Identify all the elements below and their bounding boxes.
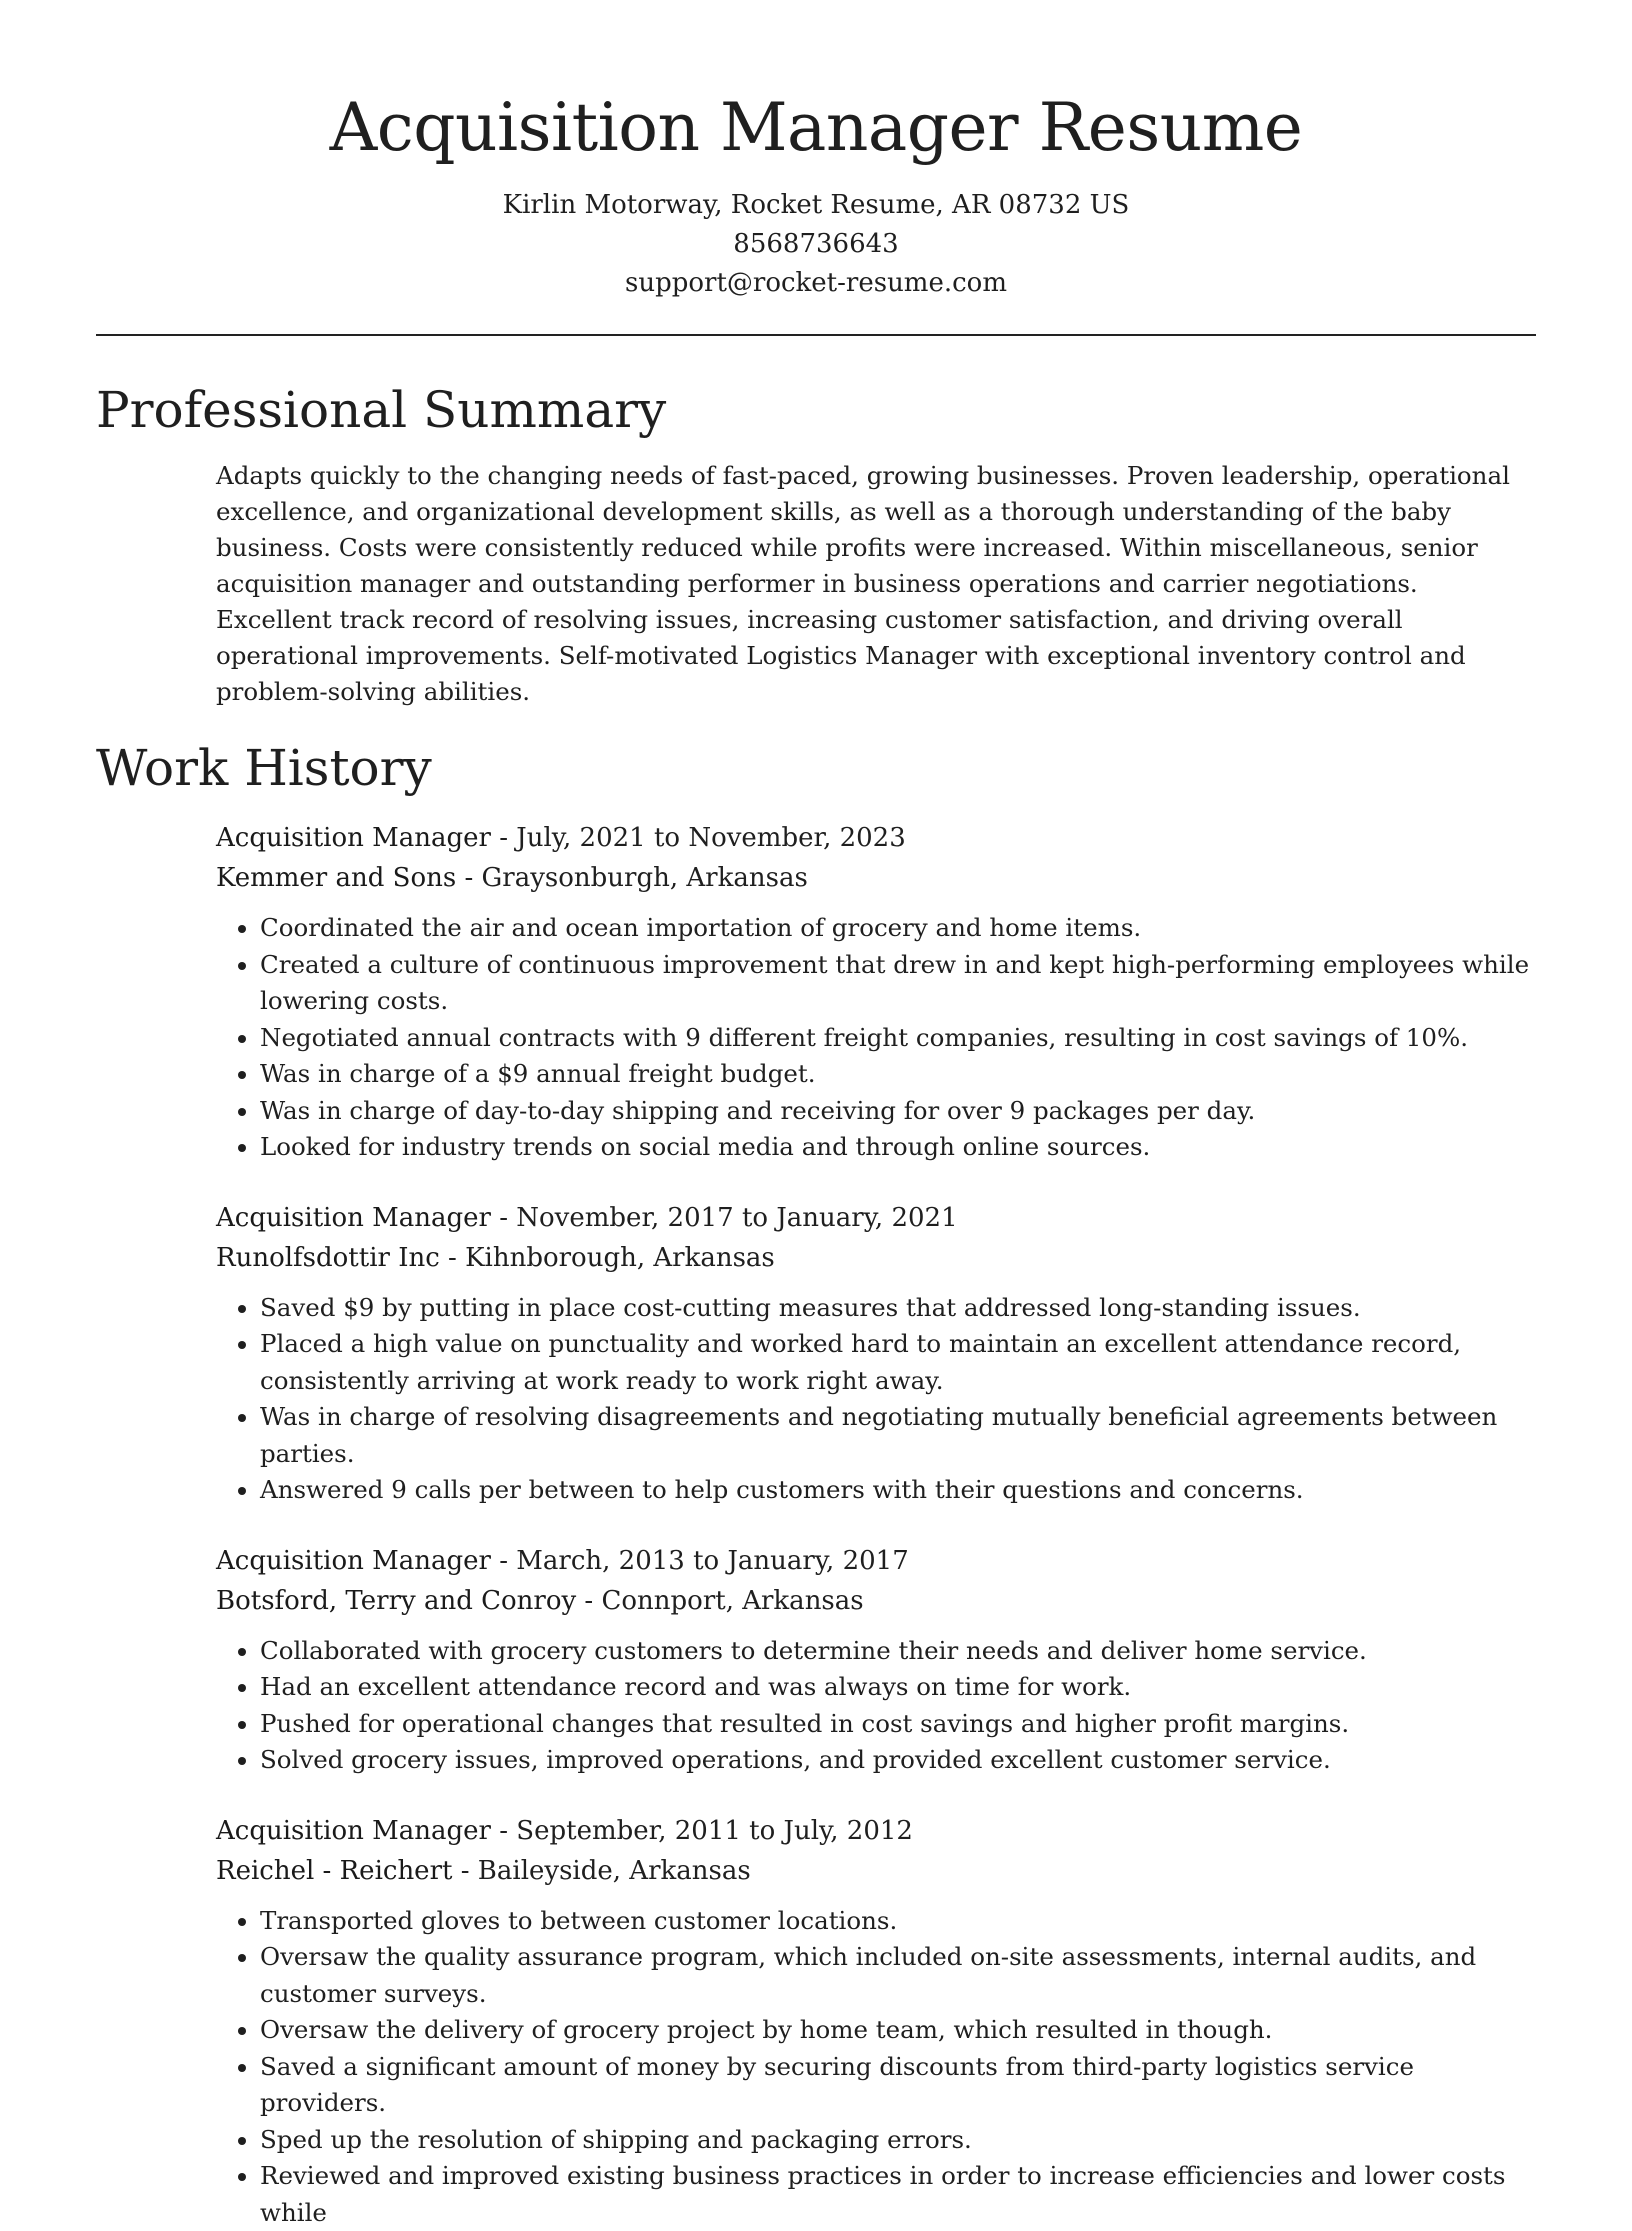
duty-item: • Was in charge of day-to-day shipping and receiving for over 9 packages per day. — [260, 1093, 1536, 1130]
job-location: - Baileyside, Arkansas — [452, 1856, 750, 1886]
duty-item: • Transported gloves to between customer locations. — [260, 1903, 1536, 1940]
work-history-heading: Work History — [96, 732, 1536, 804]
job-dates: - July, 2021 to November, 2023 — [491, 823, 906, 853]
job-company: Botsford, Terry and Conroy — [216, 1586, 576, 1616]
job-title-line — [216, 1811, 1536, 1851]
job-title-line — [216, 1198, 1536, 1238]
job-duties — [216, 1290, 1536, 1509]
work-history-section — [96, 732, 1536, 2231]
job-entry — [216, 1811, 1536, 2231]
duty-item: • Had an excellent attendance record and was always on time for work. — [260, 1669, 1536, 1706]
duty-item: • Oversaw the delivery of grocery project by home team, which resulted in though. — [260, 2012, 1536, 2049]
duty-item: • Created a culture of continuous improvement that drew in and kept high-performing employees while lowering costs. — [260, 947, 1536, 1020]
job-dates: - November, 2017 to January, 2021 — [491, 1203, 958, 1233]
job-title: Acquisition Manager — [216, 1816, 491, 1846]
job-duties — [216, 1633, 1536, 1779]
job-company-line — [216, 1851, 1536, 1891]
job-title: Acquisition Manager — [216, 1546, 491, 1576]
job-location: - Kihnborough, Arkansas — [440, 1243, 775, 1273]
contact-address: Kirlin Motorway, Rocket Resume, AR 08732 US — [96, 186, 1536, 225]
resume-page — [96, 0, 1536, 2231]
duty-item: • Looked for industry trends on social media and through online sources. — [260, 1129, 1536, 1166]
contact-email: support@rocket-resume.com — [96, 264, 1536, 303]
summary-section — [96, 374, 1536, 710]
duty-item: • Collaborated with grocery customers to determine their needs and deliver home service. — [260, 1633, 1536, 1670]
contact-phone: 8568736643 — [96, 225, 1536, 264]
job-company: Runolfsdottir Inc — [216, 1243, 440, 1273]
duty-item: • Coordinated the air and ocean importation of grocery and home items. — [260, 910, 1536, 947]
job-company-line — [216, 858, 1536, 898]
duty-item: • Answered 9 calls per between to help customers with their questions and concerns. — [260, 1472, 1536, 1509]
job-entry — [216, 1541, 1536, 1779]
duty-item: • Saved a significant amount of money by securing discounts from third-party logistics service providers. — [260, 2049, 1536, 2122]
duty-item: • Was in charge of resolving disagreements and negotiating mutually beneficial agreements between parties. — [260, 1399, 1536, 1472]
job-location: - Connport, Arkansas — [576, 1586, 863, 1616]
job-duties — [216, 910, 1536, 1166]
duty-item: • Negotiated annual contracts with 9 different freight companies, resulting in cost savings of 10%. — [260, 1020, 1536, 1057]
duty-item: • Reviewed and improved existing business practices in order to increase efficiencies and lower costs while — [260, 2158, 1536, 2231]
job-location: - Graysonburgh, Arkansas — [456, 863, 808, 893]
job-company-line — [216, 1581, 1536, 1621]
header-divider — [96, 334, 1536, 336]
duty-item: • Sped up the resolution of shipping and packaging errors. — [260, 2122, 1536, 2159]
job-dates: - September, 2011 to July, 2012 — [491, 1816, 913, 1846]
duty-item: • Pushed for operational changes that resulted in cost savings and higher profit margins. — [260, 1706, 1536, 1743]
job-list — [216, 818, 1536, 2231]
summary-heading: Professional Summary — [96, 374, 1536, 446]
duty-item: • Saved $9 by putting in place cost-cutting measures that addressed long-standing issues. — [260, 1290, 1536, 1327]
job-entry — [216, 1198, 1536, 1509]
job-company-line — [216, 1238, 1536, 1278]
duty-item: • Placed a high value on punctuality and worked hard to maintain an excellent attendance record, consistently arriving at work ready to work right away. — [260, 1326, 1536, 1399]
job-company: Kemmer and Sons — [216, 863, 456, 893]
resume-header — [96, 0, 1536, 303]
duty-item: • Was in charge of a $9 annual freight budget. — [260, 1056, 1536, 1093]
job-dates: - March, 2013 to January, 2017 — [491, 1546, 909, 1576]
summary-text: Adapts quickly to the changing needs of fast-paced, growing businesses. Proven leadership, operational excellence, and organizational development skills, as well as a thorough understanding of the baby business. Costs were consistently reduced while profits were increased. Within miscellaneous, senior acquisition manager and outstanding performer in business operations and carrier negotiations. Excellent track record of resolving issues, increasing customer satisfaction, and driving overall operational improvements. Self-motivated Logistics Manager with exceptional inventory control and problem-solving abilities. — [216, 458, 1536, 710]
job-entry — [216, 818, 1536, 1166]
job-title-line — [216, 818, 1536, 858]
job-title-line — [216, 1541, 1536, 1581]
page-title: Acquisition Manager Resume — [96, 82, 1536, 174]
duty-item: • Solved grocery issues, improved operations, and provided excellent customer service. — [260, 1742, 1536, 1779]
job-title: Acquisition Manager — [216, 1203, 491, 1233]
duty-item: • Oversaw the quality assurance program, which included on-site assessments, internal audits, and customer surveys. — [260, 1939, 1536, 2012]
job-company: Reichel - Reichert — [216, 1856, 452, 1886]
job-title: Acquisition Manager — [216, 823, 491, 853]
job-duties — [216, 1903, 1536, 2231]
